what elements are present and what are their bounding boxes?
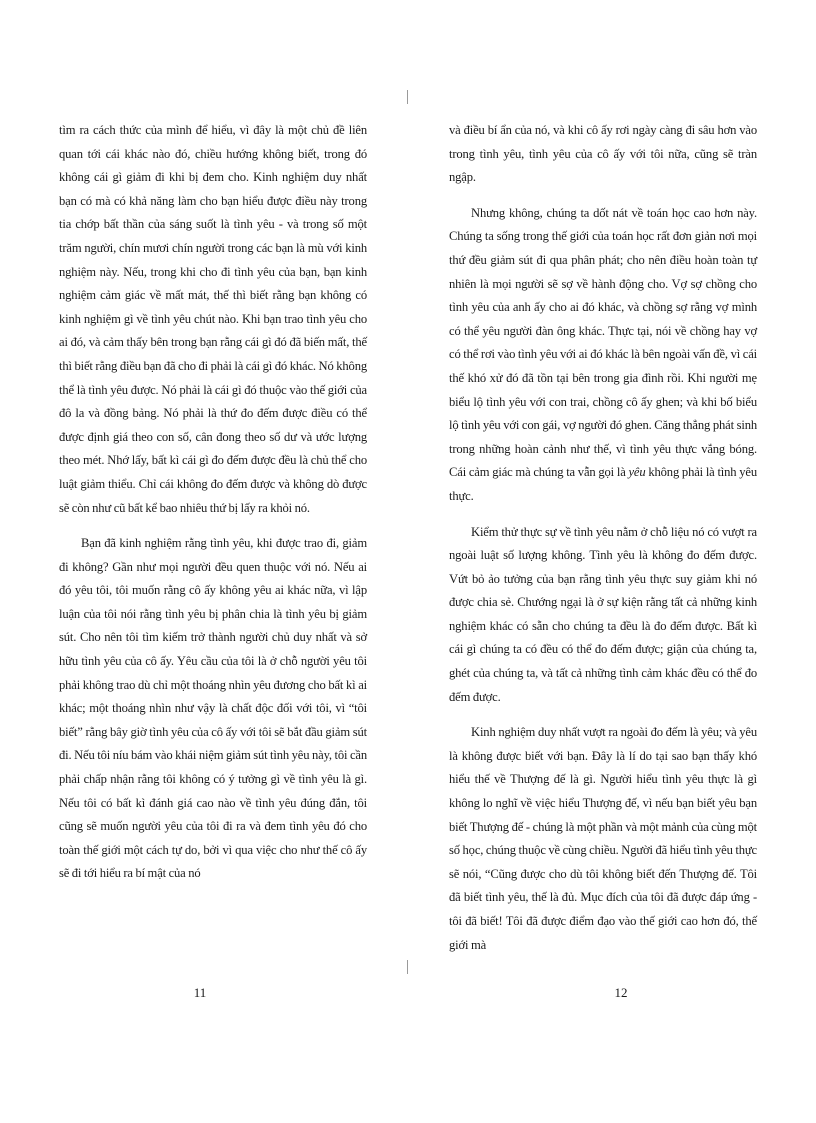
left-page-text <box>59 119 367 886</box>
right-paragraph-2-text: Nhưng không, chúng ta dốt nát về toán học cao hơn này. Chúng ta sống trong thế giới của toán học rất đơn giản nơi mọi thứ đều giảm sút đi qua phân phát; cho nên điều hoàn toàn tự nhiên là mọi người sẽ sợ về hành động cho. Vợ sợ chồng cho tình yêu của anh ấy cho ai đó khác, và chồng sợ rằng vợ mình có thể yêu người đàn ông khác. Thực tại, nói về chồng hay vợ có thể rơi vào tình yêu với ai đó khác là bên ngoài vấn đề, vì cái thế khó xử đó đã tồn tại bên trong gia đình rồi. Khi người mẹ biểu lộ tình yêu với con trai, chồng cô ấy ghen; và khi bố biểu lộ tình yêu với con gái, vợ người đó ghen. Căng thẳng phát sinh trong những hoàn cảnh như thế, vì tình yêu thực vắng bóng. Cái cảm giác mà chúng ta vẫn gọi là <box>449 205 757 480</box>
bottom-gutter-mark <box>407 960 408 974</box>
right-paragraph-2 <box>449 202 757 509</box>
right-paragraph-1: và điều bí ẩn của nó, và khi cô ấy rơi ngày càng đi sâu hơn vào trong tình yêu, tình yêu của cô ấy với tôi nữa, cũng sẽ tràn ngập. <box>449 123 757 185</box>
right-paragraph-3: Kiểm thử thực sự về tình yêu nằm ở chỗ liệu nó có vượt ra ngoài luật số lượng không. Tình yêu là không đo đếm được. Vứt bỏ ảo tưởng của bạn rằng tình yêu thực suy giảm khi nó được chia sẻ. Chướng ngại là ở sự kiện rằng tất cả những kinh nghiệm khác có sẵn cho chúng ta đều là đo đếm được. Bất kì cái gì chúng ta có đều có thể đo đếm được; giận của chúng ta, ghét của chúng ta, và tất cả những tình cảm khác đều có thể đo đếm được. <box>449 524 757 704</box>
right-paragraph-2-end: không phải là tình yêu thực. <box>449 465 758 503</box>
top-gutter-mark <box>407 90 408 104</box>
left-page-number: 11 <box>193 985 207 1000</box>
right-paragraph-4: Kinh nghiệm duy nhất vượt ra ngoài đo đếm là yêu; và yêu là không được biết với bạn. Đây là lí do tại sao bạn thấy khó hiểu thế về Thượng đế là gì. Người hiểu tình yêu thực là gì không lo nghĩ về việc hiểu Thượng đế, vì nếu bạn biết yêu bạn biết Thượng đế - chúng là một phần và một mảnh của cùng một số học, chúng thuộc về cùng chiều. Người đã hiểu tình yêu thực sẽ nói, “Cũng được cho dù tôi không biết đến Thượng đế. Tôi đã biết tình yêu, thế là đủ. Mục đích của tôi đã được đáp ứng - tôi đã biết! Tôi đã được điểm đạo vào thế giới cao hơn đó, thế giới mà <box>449 725 757 952</box>
right-page-number: 12 <box>614 985 628 1000</box>
left-paragraph-2: Bạn đã kinh nghiệm rằng tình yêu, khi được trao đi, giảm đi không? Gần như mọi người đều quen thuộc với nó. Nếu ai đó yêu tôi, tôi muốn rằng cô ấy không yêu ai khác nữa, vì lập luận của tôi nói rằng tình yêu bị phân chia là tình yêu bị giảm sút. Cho nên tôi tìm kiếm trở thành người chủ duy nhất và sở hữu tình yêu của cô ấy. Yêu cầu của tôi là ở chỗ người yêu tôi phải không trao dù chỉ một thoáng nhìn yêu đương cho bất kì ai khác; một thoáng nhìn như vậy là chất độc đối với tôi, vì “tôi biết” rằng bây giờ tình yêu của cô ấy với tôi sẽ bắt đầu giảm sút đi. Nếu tôi níu bám vào khái niệm giảm sút tình yêu này, tôi cần phải chấp nhận rằng tôi không có ý tưởng gì về tình yêu là gì. Nếu tôi có bất kì đánh giá cao nào về tình yêu đúng đắn, tôi cũng sẽ muốn người yêu của tôi đi ra và đem tình yêu đó cho toàn thế giới một cách tự do, bởi vì qua việc cho như thế cô ấy sẽ đi tới hiểu ra bí mật của nó <box>59 536 367 881</box>
right-page-text <box>449 119 757 957</box>
left-paragraph-1: tìm ra cách thức của mình để hiểu, vì đây là một chủ đề liên quan tới cái khác nào đó, chiều hướng không biết, trong đó không cái gì giảm đi khi bị đem cho. Kinh nghiệm duy nhất bạn có mà có khả năng làm cho bạn hiểu được điều này trong tia chớp bất thần của sáng suốt là tình yêu - và trong số một trăm người, chín mươi chín người trong các bạn là mù với kinh nghiệm này. Nếu, trong khi cho đi tình yêu của bạn, bạn kinh nghiệm cảm giác về mất mát, thế thì biết rằng bạn không có kinh nghiệm gì về tình yêu chút nào. Khi bạn trao tình yêu cho ai đó, và cảm thấy bên trong bạn rằng cái gì đó đã biến mất, thế thì biết rằng điều bạn đã cho đi phải là cái gì đó khác. Nó không thể là tình yêu được. Nó phải là cái gì đó thuộc vào thế giới của đô la và đồng bảng. Nó phải là thứ đo đếm được điều có thể được định giá theo con số, cân đong theo số dư và ước lượng theo mét. Nhớ lấy, bất kì cái gì đo đếm được đều là chủ thể cho luật giảm thiểu. Chỉ cái không đo đếm được và không dò được sẽ còn như cũ bất kể bao nhiêu thứ bị lấy ra khỏi nó. <box>59 123 367 515</box>
italic-word-yeu: yêu <box>628 465 646 480</box>
